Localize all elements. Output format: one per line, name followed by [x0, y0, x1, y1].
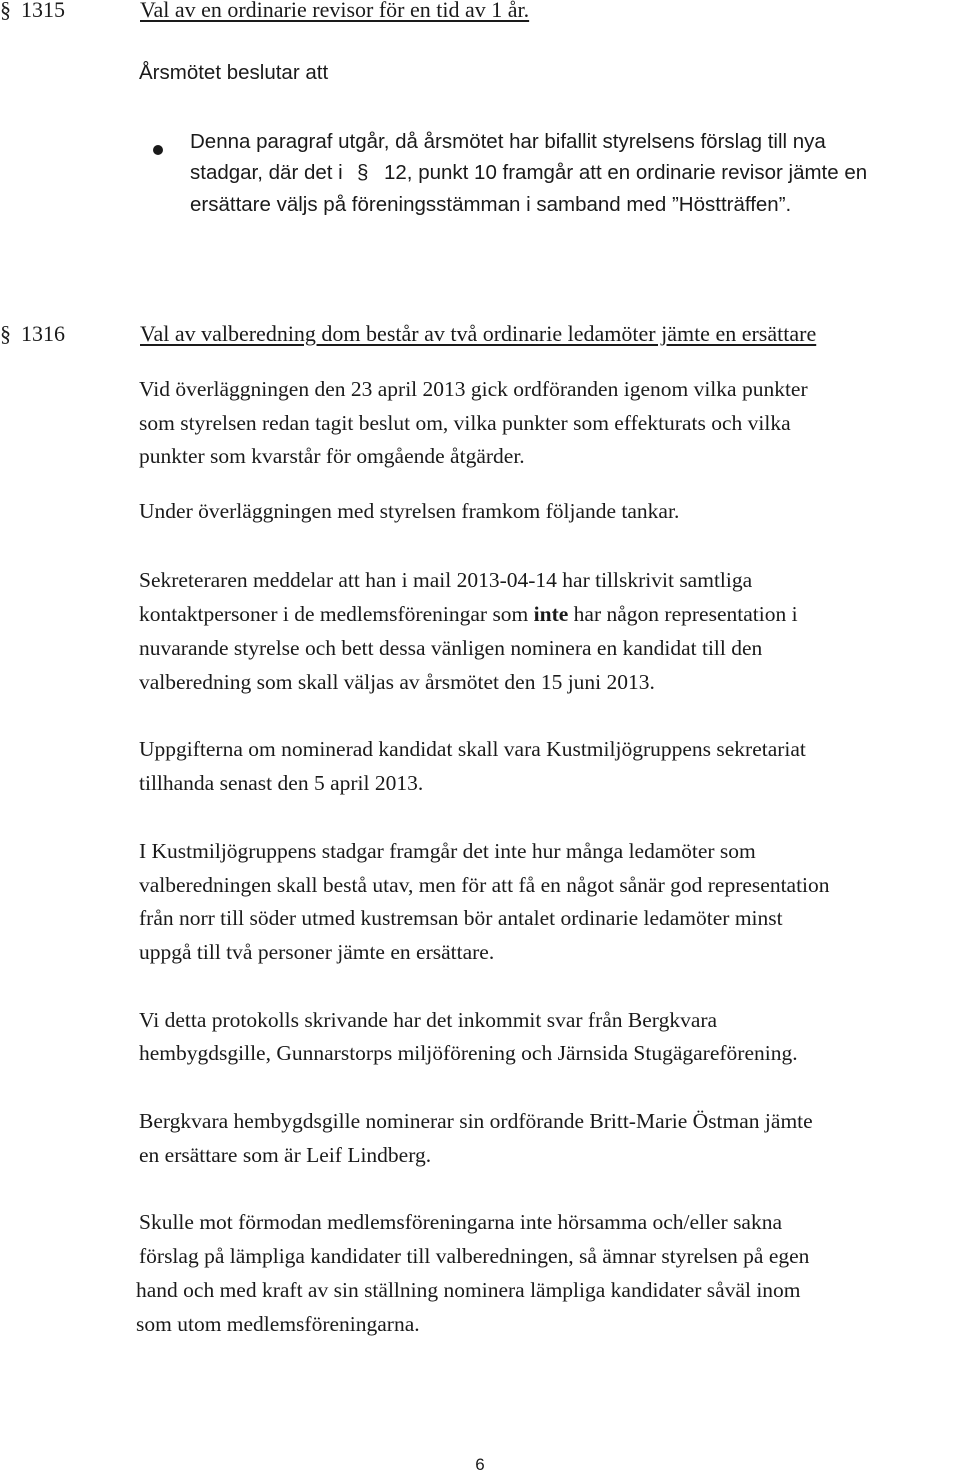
paragraph-8-line-3: hand och med kraft av sin ställning nominera lämpliga kandidater såväl inom: [136, 1278, 801, 1302]
paragraph-1-line-3: punkter som kvarstår för omgående åtgärder.: [139, 444, 525, 468]
paragraph-6-line-2: hembygdsgille, Gunnarstorps miljöförening och Järnsida Stugägareförening.: [139, 1041, 798, 1065]
page-number: 6: [475, 1455, 485, 1474]
emphasis-inte: inte: [533, 602, 569, 626]
section-1316-title: Val av valberedning dom består av två ordinarie ledamöter jämte en ersättare: [140, 321, 817, 346]
paragraph-1-line-1: Vid överläggningen den 23 april 2013 gick ordföranden igenom vilka punkter: [139, 377, 808, 401]
paragraph-7-line-2: en ersättare som är Leif Lindberg.: [139, 1143, 432, 1167]
paragraph-3-line-3: nuvarande styrelse och bett dessa vänligen nominera en kandidat till den: [139, 636, 763, 660]
paragraph-6-line-1: Vi detta protokolls skrivande har det inkommit svar från Bergkvara: [139, 1008, 718, 1032]
paragraph-5-line-1: I Kustmiljögruppens stadgar framgår det inte hur många ledamöter som: [139, 839, 756, 863]
section-1315-intro: Årsmötet beslutar att: [139, 61, 329, 84]
paragraph-7-line-1: Bergkvara hembygdsgille nominerar sin ordförande Britt-Marie Östman jämte: [139, 1109, 813, 1133]
paragraph-4-line-1: Uppgifterna om nominerad kandidat skall vara Kustmiljögruppens sekretariat: [139, 737, 806, 761]
section-1316-number: 1316: [21, 321, 65, 346]
section-1316-symbol: §: [0, 321, 11, 346]
bullet-line-3: ersättare väljs på föreningsstämman i samband med ”Höstträffen”.: [190, 193, 792, 216]
bullet-line-1: Denna paragraf utgår, då årsmötet har bifallit styrelsens förslag till nya: [190, 130, 826, 153]
bullet-line-2b: 12, punkt 10 framgår att en ordinarie revisor jämte en: [384, 161, 868, 184]
paragraph-symbol-icon: §: [357, 161, 369, 184]
paragraph-3-line-2: [139, 602, 798, 627]
paragraph-3-line-2-post: har någon representation i: [573, 602, 798, 626]
paragraph-3-line-1: Sekreteraren meddelar att han i mail 2013-04-14 har tillskrivit samtliga: [139, 568, 753, 592]
paragraph-8-line-1: Skulle mot förmodan medlemsföreningarna inte hörsamma och/eller sakna: [139, 1210, 783, 1234]
section-1315-number: 1315: [21, 0, 65, 22]
paragraph-8-line-4: som utom medlemsföreningarna.: [136, 1312, 420, 1336]
paragraph-2: Under överläggningen med styrelsen framkom följande tankar.: [139, 499, 680, 523]
paragraph-5-line-2: valberedningen skall bestå utav, men för att få en något sånär god representation: [139, 873, 830, 897]
paragraph-5-line-3: från norr till söder utmed kustremsan bör antalet ordinarie ledamöter minst: [139, 906, 783, 930]
section-1315-symbol: §: [0, 0, 11, 22]
paragraph-4-line-2: tillhanda senast den 5 april 2013.: [139, 771, 424, 795]
paragraph-5-line-4: uppgå till två personer jämte en ersättare.: [139, 940, 495, 964]
paragraph-3-line-4: valberedning som skall väljas av årsmötet den 15 juni 2013.: [139, 670, 655, 694]
bullet-icon: [153, 145, 163, 155]
bullet-line-2a: stadgar, där det i: [190, 161, 343, 184]
section-1315-title: Val av en ordinarie revisor för en tid av 1 år.: [140, 0, 530, 22]
paragraph-1-line-2: som styrelsen redan tagit beslut om, vilka punkter som effekturats och vilka: [139, 411, 791, 435]
paragraph-8-line-2: förslag på lämpliga kandidater till valberedningen, så ämnar styrelsen på egen: [139, 1244, 810, 1268]
paragraph-3-line-2-pre: kontaktpersoner i de medlemsföreningar som: [139, 602, 529, 626]
